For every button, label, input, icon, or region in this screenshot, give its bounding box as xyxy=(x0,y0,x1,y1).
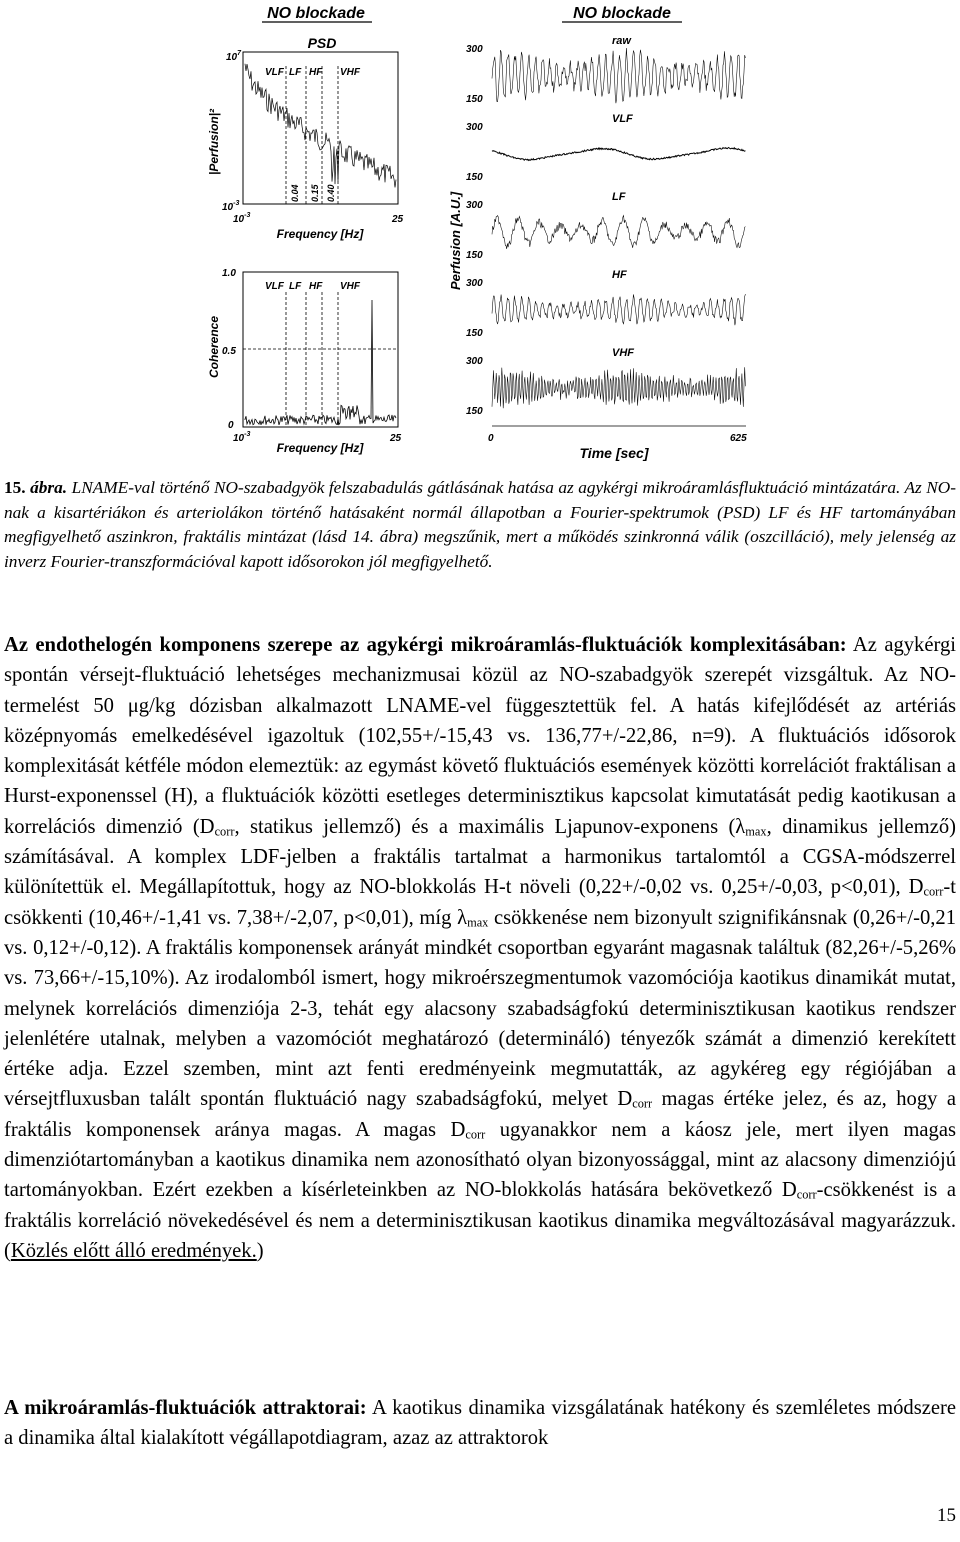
psd-band-labels xyxy=(265,67,361,78)
psd-ylabel: |Perfusion|² xyxy=(207,108,221,175)
psd-title: PSD xyxy=(307,35,337,51)
p1-text-7: ugyanakkor nem a káosz jele, mert ilyen magas dimenziótartományban a kaotikus dinamika nem azonosítható olyan bizonyossággal, mint az alacsony dimenziójú tartományokban. Ezért ezekben a kísérleteinkben az NO-blokkolás hatására bekövetkező D xyxy=(4,1118,956,1202)
p1-sub-corr-2: corr xyxy=(923,884,944,899)
trace-label-2: LF xyxy=(612,191,626,203)
psd-ytick-bottom: $10^{-3}$ xyxy=(222,200,240,213)
trace-ybottom-4: 150 xyxy=(466,406,483,417)
psd-band-lf: LF xyxy=(289,67,302,78)
series-xlabel: Time [sec] xyxy=(579,445,649,461)
coherence-band-vlf: VLF xyxy=(265,281,284,292)
p1-sub-corr-5: corr xyxy=(796,1187,817,1202)
caption-number: 15. xyxy=(4,478,26,497)
trace-ytop-4: 300 xyxy=(466,356,483,367)
psd-band-hf: HF xyxy=(309,67,323,78)
trace-ybottom-2: 150 xyxy=(466,250,483,261)
trace-label-0: raw xyxy=(612,35,631,47)
series-x-end: 625 xyxy=(730,433,747,444)
p1-text-1: Az agykérgi spontán vérsejt-fluktuáció lehetséges mechanizmusai közül az NO-szabadgyök szerepét vizsgáltuk. Az NO-termelést 50 μg/kg dózisban alkalmazott LNAME-vel függesztettük fel. A hatás kifejlődését az artériás középnyomás emelkedésével igazoltuk (102,55+/-15,43 vs. 136,77+/-22,86, n=9). A fluktuációs idősorok komplexitását kétféle módon elemeztük: az egymást követő fluktuációs események közötti korrelációt fraktálisan a Hurst-exponenssel (H), a fluktuációk közötti esetleges determinisztikus kapcsolat kimutatását pedig kaotikusan a korrelációs dimenzió (D xyxy=(4,634,956,838)
trace-ybottom-1: 150 xyxy=(466,172,483,183)
trace-label-1: VLF xyxy=(612,113,633,125)
coherence-xlabel: Frequency [Hz] xyxy=(276,441,364,455)
trace-ytop-2: 300 xyxy=(466,200,483,211)
coherence-band-lf: LF xyxy=(289,281,302,292)
trace-ytop-0: 300 xyxy=(466,44,483,55)
coherence-ytick-1: 1.0 xyxy=(222,268,236,279)
caption-label: ábra. xyxy=(30,478,68,497)
p1-sub-corr-3: corr xyxy=(632,1096,653,1111)
psd-xlabel: Frequency [Hz] xyxy=(276,227,364,241)
p1-text-2: , statikus jellemző) és a maximális Ljapunov-exponens (λ xyxy=(234,815,746,838)
figure-caption xyxy=(4,476,956,574)
trace-line-4 xyxy=(492,367,745,408)
coherence-band-vhf: VHF xyxy=(340,281,360,292)
p1-sub-max-2: max xyxy=(467,915,489,930)
trace-ybottom-0: 150 xyxy=(466,94,483,105)
series-ylabel: Perfusion [A.U.] xyxy=(448,191,463,290)
p1-text-9: ) xyxy=(256,1239,264,1262)
coherence-xtick-left: $10^{-3}$ xyxy=(233,431,251,444)
trace-line-2 xyxy=(492,216,745,249)
p1-sub-max-1: max xyxy=(745,824,767,839)
left-figure-title: NO blockade xyxy=(267,5,365,22)
psd-trace xyxy=(245,64,396,188)
psd-xtick-right: 25 xyxy=(392,214,404,225)
unpublished-results-link[interactable]: Közlés előtt álló eredmények. xyxy=(10,1239,257,1262)
body-paragraph-2 xyxy=(4,1393,956,1454)
p1-text-4: -t csökkenti (10,46+/-1,41 vs. 7,38+/-2,07, p<0,01), míg λ xyxy=(4,876,956,929)
right-figure-title: NO blockade xyxy=(573,5,671,22)
coherence-ytick-05: 0.5 xyxy=(222,346,236,357)
psd-band-mark-1: 0.04 xyxy=(290,184,300,202)
psd-xtick-left: $10^{-3}$ xyxy=(233,212,251,225)
p1-sub-corr-4: corr xyxy=(465,1127,486,1142)
trace-line-0 xyxy=(492,48,745,103)
paragraph-2-heading: A mikroáramlás-fluktuációk attraktorai: xyxy=(4,1397,367,1419)
caption-text: LNAME-val történő NO-szabadgyök felszabadulás gátlásának hatása az agykérgi mikroáramlásfluktuáció mintázatára. Az NO-nak a kisartériákon és arteriolákon történő hatásaként normál állapotban a Fourier-spektrumok (PSD) LF és HF tartományában megfigyelhető aszinkron, fraktális mintázat (lásd 14. ábra) megszűnik, mert a működés szinkronná válik (oszcilláció), mely jelenség az inverz Fourier-transzformációval kapott idősorokon jól megfigyelhető. xyxy=(4,478,956,571)
p1-text-8: -csökkenést is a fraktális korreláció növekedésével és nem a determinisztikusan kaotikus dinamika megváltozásával magyarázzuk. ( xyxy=(4,1179,957,1262)
p1-text-3: , dinamikus jellemző) számításával. A komplex LDF-jelben a fraktális tartalmat a harmonikus tartalomtól a CGSA-módszerrel különítettük el. Megállapítottuk, hogy az NO-blokkolás H-t növeli (0,22+/-0,02 vs. 0,25+/-0,03, p<0,01), D xyxy=(4,815,956,899)
coherence-panel xyxy=(243,272,398,427)
series-x-start: 0 xyxy=(488,433,494,444)
psd-band-mark-3: 0.40 xyxy=(326,184,336,202)
trace-label-3: HF xyxy=(612,269,627,281)
trace-ytop-3: 300 xyxy=(466,278,483,289)
trace-line-3 xyxy=(492,294,745,325)
time-series-group xyxy=(466,35,745,417)
coherence-band-hf: HF xyxy=(309,281,323,292)
p1-sub-corr-1: corr xyxy=(214,824,235,839)
coherence-ytick-0: 0 xyxy=(228,420,234,431)
coherence-trace xyxy=(245,300,396,425)
psd-band-mark-2: 0.15 xyxy=(310,184,320,202)
psd-ytick-top: $10^7$ xyxy=(226,50,242,63)
paragraph-2-text: A kaotikus dinamika vizsgálatának hatékony és szemléletes módszere a dinamika által kialakított végállapotdiagram, azaz az attraktorok xyxy=(4,1397,956,1450)
body-paragraph-1 xyxy=(4,630,956,1266)
trace-line-1 xyxy=(492,148,745,161)
page-number: 15 xyxy=(937,1505,956,1526)
trace-ybottom-3: 150 xyxy=(466,328,483,339)
coherence-xtick-right: 25 xyxy=(390,433,402,444)
p1-text-6: magas értéke jelez, és az, hogy a fraktális komponensek aránya magas. A magas D xyxy=(4,1088,956,1141)
paragraph-1-heading: Az endothelogén komponens szerepe az agykérgi mikroáramlás-fluktuációk komplexitásában: xyxy=(4,634,847,656)
figure xyxy=(0,0,960,470)
trace-ytop-1: 300 xyxy=(466,122,483,133)
p1-text-5: csökkenése nem bizonyult szignifikánsnak (0,26+/-0,21 vs. 0,12+/-0,12). A fraktális komponensek arányát mindkét csoportban egyaránt magasnak találtuk (82,26+/-5,26% vs. 73,66+/-15,10%). Az irodalomból ismert, hogy mikroérszegmentumok vazomóciója kaotikus dinamikát mutat, melynek korrelációs dimenziója 2-3, tehát egy alacsony szabadságfokú determinisztikusan kaotikus rendszer jelenlétére utalnak, melyben a vazomóciót meghatározó (determináló) tényezők számát a dimenzió kerekített értéke adja. Ezzel szemben, mint azt fenti eredményeink megmutatták, az agykéreg egy régiójában a vérsejtfluxusban talált spontán fluktuáció nagy szabadságfokú, melyet D xyxy=(4,906,956,1111)
coherence-ylabel: Coherence xyxy=(207,315,221,378)
trace-label-4: VHF xyxy=(612,347,634,359)
psd-band-vhf: VHF xyxy=(340,67,360,78)
psd-band-vlf: VLF xyxy=(265,67,284,78)
